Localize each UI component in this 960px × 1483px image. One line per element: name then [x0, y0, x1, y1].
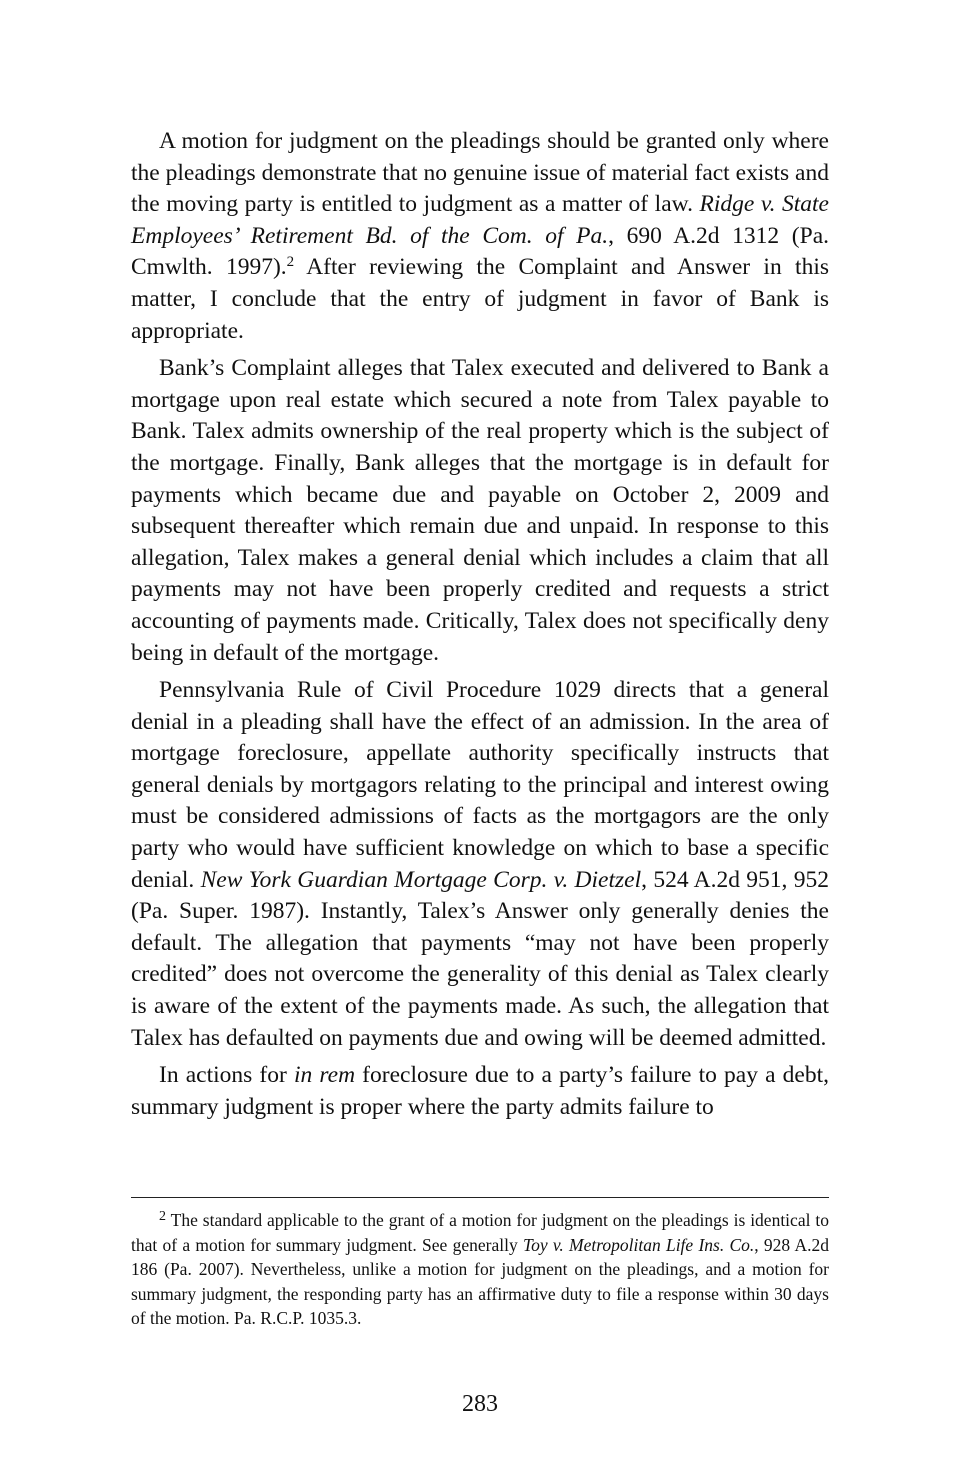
paragraph-3 [131, 675, 829, 1054]
paragraph-1 [131, 126, 829, 347]
footnote-text-a: The standard applicable to the grant of a motion for judgment on the pleadings is identical to that of a motion for summary judgment. See generally [131, 1210, 829, 1255]
main-text [131, 126, 829, 1123]
footnote-number: 2 [159, 1209, 166, 1224]
paragraph-2: Bank’s Complaint alleges that Talex executed and delivered to Bank a mortgage upon real estate which secured a note from Talex payable to Bank. Talex admits ownership of the real property which is the subject of the mortgage. Finally, Bank alleges that the mortgage is in default for payments which became due and payable on October 2, 2009 and subsequent thereafter which remain due and unpaid. In response to this allegation, Talex makes a general denial which includes a claim that all payments may not have been properly credited and requests a strict accounting of payments made. Critically, Talex does not specifically deny being in default of the mortgage. [131, 355, 829, 666]
page-body [131, 126, 829, 1129]
paragraph-3-text-a: Pennsylvania Rule of Civil Procedure 1029 directs that a general denial in a pleading shall have the effect of an admission. In the area of mortgage foreclosure, appellate authority specifically instructs that general denials by mortgagors relating to the principal and interest owing must be considered admissions of facts as the mortgagors are the only party who would have sufficient knowledge on which to base a specific denial. [131, 677, 829, 893]
footnote-text-b: , 928 A.2d 186 (Pa. 2007). Nevertheless, unlike a motion for judgment on the pleadings, and a motion for summary judgment, the responding party has an affirmative duty to file a response within 30 days of the motion. Pa. R.C.P. 1035.3. [131, 1234, 829, 1328]
paragraph-4-text-b: foreclosure due to a party’s failure to pay a debt, summary judgment is proper where the party admits failure to [131, 1062, 829, 1120]
paragraph-1-text-a: A motion for judgment on the pleadings should be granted only where the pleadings demonstrate that no genuine issue of material fact exists and the moving party is entitled to judgment as a matter of law. [131, 128, 829, 218]
footnote-reference: 2 [286, 254, 295, 271]
paragraph-1-text-b: , 690 A.2d 1312 (Pa. Cmwlth. 1997). [131, 222, 829, 281]
footnote-section [131, 1208, 829, 1331]
case-citation-dietzel: New York Guardian Mortgage Corp. v. Dietzel [200, 866, 642, 893]
paragraph-1-text-c: After reviewing the Complaint and Answer in this matter, I conclude that the entry of judgment in favor of Bank is appropriate. [131, 254, 830, 344]
case-citation-toy: Toy v. Metropolitan Life Ins. Co. [522, 1234, 755, 1255]
case-citation-ridge: Ridge v. State Employees’ Retirement Bd. of the Com. of Pa. [131, 191, 829, 249]
paragraph-4 [131, 1060, 829, 1123]
latin-term-in-rem: in rem [293, 1062, 356, 1089]
footnote-2 [131, 1208, 829, 1331]
paragraph-4-text-a: In actions for [159, 1062, 294, 1089]
page-number: 283 [462, 1391, 498, 1417]
paragraph-3-text-b: , 524 A.2d 951, 952 (Pa. Super. 1987). Instantly, Talex’s Answer only generally denies the default. The allegation that payments “may not have been properly credited” does not overcome the generality of this denial as Talex clearly is aware of the extent of the payments made. As such, the allegation that Talex has defaulted on payments due and owing will be deemed admitted. [131, 866, 829, 1051]
footnote-divider [131, 1197, 829, 1198]
